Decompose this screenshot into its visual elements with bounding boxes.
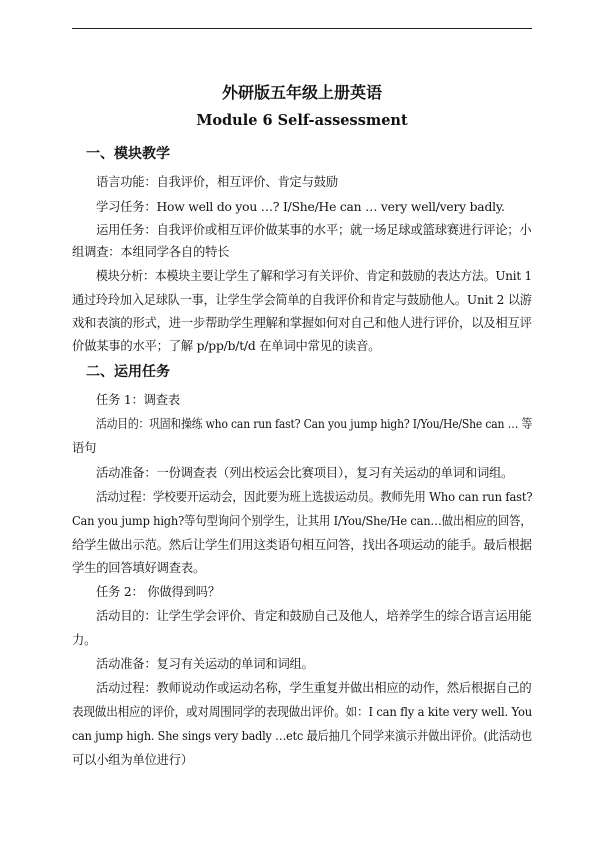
- paragraph-line: 通过玲玲加入足球队一事，让学生学会简单的自我评价和肯定与鼓励他人。Unit 2 以游: [72, 293, 532, 307]
- paragraph-line: 活动过程：学校要开运动会，因此要为班上选拔运动员。教师先用 Who can run fast?: [96, 490, 533, 504]
- paragraph-line: 活动准备：一份调查表（列出校运会比赛项目），复习有关运动的单词和词组。: [96, 466, 514, 480]
- paragraph-line: 学生的回答填好调查表。: [72, 561, 206, 575]
- paragraph-line: 任务 1：调查表: [96, 393, 180, 407]
- paragraph-line: Can you jump high?等句型询问个别学生，让其用 I/You/She/He can…做出相应的回答，: [72, 514, 532, 528]
- paragraph-line: 语句: [72, 441, 97, 455]
- paragraph-line: 表现做出相应的评价，或对周围同学的表现做出评价。如：I can fly a kite very well. You: [72, 705, 533, 719]
- paragraph-line: 活动目的：让学生学会评价、肯定和鼓励自己及他人，培养学生的综合语言运用能: [96, 609, 532, 623]
- paragraph-line: 语言功能：自我评价，相互评价、肯定与鼓励: [96, 175, 338, 189]
- document-subtitle: Module 6 Self-assessment: [196, 112, 408, 129]
- paragraph-line: 活动目的：巩固和操练 who can run fast? Can you jump high? I/You/He/She can … 等: [96, 417, 533, 431]
- paragraph-line: 活动准备：复习有关运动的单词和词组。: [96, 657, 314, 671]
- paragraph-line: 模块分析：本模块主要让学生了解和学习有关评价、肯定和鼓励的表达方法。Unit 1: [96, 269, 532, 283]
- paragraph-line: 活动过程：教师说动作或运动名称，学生重复并做出相应的动作，然后根据自己的: [96, 681, 532, 695]
- paragraph-line: 价做某事的水平；了解 p/pp/b/t/d 在单词中常见的读音。: [72, 339, 381, 353]
- paragraph-line: 学习任务：How well do you …? I/She/He can … very well/very badly.: [96, 200, 505, 214]
- section-heading-application-tasks: 二、运用任务: [86, 364, 170, 380]
- paragraph-line: 可以小组为单位进行）: [72, 753, 193, 767]
- paragraph-line: 组调查：本组同学各自的特长: [72, 245, 230, 259]
- paragraph-line: 任务 2： 你做得到吗？: [96, 585, 220, 599]
- document-title: 外研版五年级上册英语: [221, 83, 382, 102]
- header-rule: [72, 28, 532, 29]
- paragraph-line: 力。: [72, 633, 97, 647]
- paragraph-line: can jump high. She sings very badly …etc 最后抽几个同学来演示并做出评价。(此活动也: [72, 729, 532, 743]
- paragraph-line: 戏和表演的形式，进一步帮助学生理解和掌握如何对自己和他人进行评价，以及相互评: [72, 316, 532, 330]
- paragraph-line: 给学生做出示范。然后让学生们用这类语句相互问答，找出各项运动的能手。最后根据: [72, 538, 532, 552]
- paragraph-line: 运用任务：自我评价或相互评价做某事的水平；就一场足球或篮球赛进行评论；小: [96, 223, 532, 237]
- section-heading-module-teaching: 一、模块教学: [86, 146, 170, 162]
